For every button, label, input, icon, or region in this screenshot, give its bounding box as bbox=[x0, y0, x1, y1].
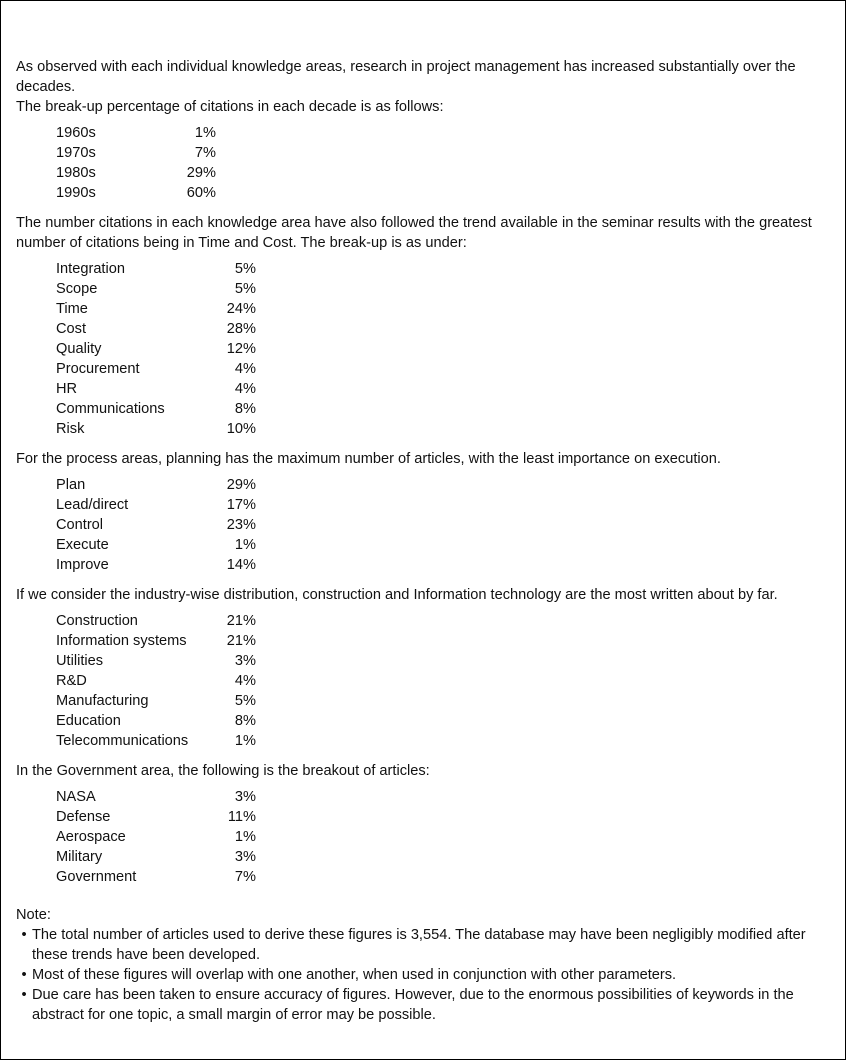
knowledge-area-label: Risk bbox=[56, 421, 85, 437]
decade-percent: 7% bbox=[194, 145, 216, 161]
note-bullet-text: Due care has been taken to ensure accuracy of figures. However, due to the enormous possibilities of keywords in the abstract for one topic, a small margin of error may be possible. bbox=[32, 987, 794, 1023]
government-percent: 11% bbox=[227, 809, 256, 825]
list-item bbox=[56, 299, 833, 319]
knowledge-area-label: Communications bbox=[56, 401, 165, 417]
bullet-icon: • bbox=[21, 967, 27, 983]
industry-list bbox=[56, 611, 833, 751]
process-area-percent: 23% bbox=[226, 517, 256, 533]
note-bullet-item bbox=[16, 925, 833, 965]
government-label: Defense bbox=[56, 809, 111, 825]
industry-percent: 21% bbox=[226, 613, 256, 629]
industry-label: Information systems bbox=[56, 633, 187, 649]
list-item bbox=[56, 183, 833, 203]
industry-label: Telecommunications bbox=[56, 733, 189, 749]
note-bullet-text: Most of these figures will overlap with one another, when used in conjunction with other parameters. bbox=[32, 967, 677, 983]
note-bullet-item bbox=[16, 985, 833, 1025]
industry-paragraph: If we consider the industry-wise distribution, construction and Information technology are the most written about by far. bbox=[16, 587, 778, 603]
knowledge-area-percent: 12% bbox=[226, 341, 256, 357]
government-label: Government bbox=[56, 869, 137, 885]
bullet-icon: • bbox=[21, 927, 27, 943]
knowledge-area-percent: 5% bbox=[234, 261, 256, 277]
decade-percent: 60% bbox=[186, 185, 216, 201]
industry-percent: 3% bbox=[234, 653, 256, 669]
list-item bbox=[56, 631, 833, 651]
decade-list bbox=[56, 123, 833, 203]
process-area-label: Plan bbox=[56, 477, 86, 493]
government-label: NASA bbox=[56, 789, 96, 805]
list-item bbox=[56, 163, 833, 183]
list-item bbox=[56, 711, 833, 731]
industry-percent: 21% bbox=[226, 633, 256, 649]
decade-intro-text: The break-up percentage of citations in each decade is as follows: bbox=[16, 99, 444, 115]
knowledge-area-percent: 10% bbox=[226, 421, 256, 437]
knowledge-area-list bbox=[56, 259, 833, 439]
industry-label: Education bbox=[56, 713, 121, 729]
list-item bbox=[56, 611, 833, 631]
list-item bbox=[56, 847, 833, 867]
list-item bbox=[56, 259, 833, 279]
list-item bbox=[56, 787, 833, 807]
knowledge-area-label: Scope bbox=[56, 281, 98, 297]
knowledge-area-label: Integration bbox=[56, 261, 125, 277]
decade-percent: 1% bbox=[194, 125, 216, 141]
list-item bbox=[56, 555, 833, 575]
knowledge-area-percent: 5% bbox=[234, 281, 256, 297]
list-item bbox=[56, 651, 833, 671]
list-item bbox=[56, 319, 833, 339]
process-area-percent: 29% bbox=[226, 477, 256, 493]
industry-percent: 4% bbox=[234, 673, 256, 689]
knowledge-area-paragraph: The number citations in each knowledge area have also followed the trend available in the seminar results with the greatest number of citations being in Time and Cost. The break-up is as under: bbox=[16, 215, 812, 251]
industry-percent: 5% bbox=[234, 693, 256, 709]
list-item bbox=[56, 379, 833, 399]
note-bullet-item bbox=[16, 965, 833, 985]
government-percent: 3% bbox=[234, 789, 256, 805]
industry-percent: 8% bbox=[234, 713, 256, 729]
list-item bbox=[56, 495, 833, 515]
government-list bbox=[56, 787, 833, 887]
note-section bbox=[16, 905, 833, 1025]
intro-paragraph: As observed with each individual knowledge areas, research in project management has increased substantially over the decades. bbox=[16, 59, 796, 95]
list-item bbox=[56, 671, 833, 691]
list-item bbox=[56, 691, 833, 711]
knowledge-area-percent: 4% bbox=[234, 361, 256, 377]
knowledge-area-percent: 28% bbox=[226, 321, 256, 337]
process-area-label: Control bbox=[56, 517, 104, 533]
process-area-label: Improve bbox=[56, 557, 109, 573]
decade-label: 1980s bbox=[56, 165, 96, 181]
list-item bbox=[56, 419, 833, 439]
government-paragraph: In the Government area, the following is the breakout of articles: bbox=[16, 763, 430, 779]
list-item bbox=[56, 867, 833, 887]
government-percent: 1% bbox=[234, 829, 256, 845]
government-label: Aerospace bbox=[56, 829, 126, 845]
note-bullet-text: The total number of articles used to derive these figures is 3,554. The database may have been negligibly modified after these trends have been developed. bbox=[32, 927, 806, 963]
list-item bbox=[56, 731, 833, 751]
decade-label: 1970s bbox=[56, 145, 96, 161]
industry-label: Construction bbox=[56, 613, 138, 629]
decade-percent: 29% bbox=[186, 165, 216, 181]
government-label: Military bbox=[56, 849, 103, 865]
list-item bbox=[56, 827, 833, 847]
knowledge-area-label: Time bbox=[56, 301, 88, 317]
industry-percent: 1% bbox=[234, 733, 256, 749]
process-area-percent: 17% bbox=[226, 497, 256, 513]
process-area-label: Execute bbox=[56, 537, 109, 553]
knowledge-area-label: Cost bbox=[56, 321, 87, 337]
industry-label: Utilities bbox=[56, 653, 104, 669]
knowledge-area-label: HR bbox=[56, 381, 78, 397]
list-item bbox=[56, 279, 833, 299]
list-item bbox=[56, 535, 833, 555]
process-area-paragraph: For the process areas, planning has the maximum number of articles, with the least importance on execution. bbox=[16, 451, 721, 467]
list-item bbox=[56, 143, 833, 163]
knowledge-area-label: Procurement bbox=[56, 361, 140, 377]
list-item bbox=[56, 807, 833, 827]
list-item bbox=[56, 515, 833, 535]
knowledge-area-percent: 4% bbox=[234, 381, 256, 397]
list-item bbox=[56, 359, 833, 379]
government-percent: 7% bbox=[234, 869, 256, 885]
industry-label: R&D bbox=[56, 673, 87, 689]
process-area-list bbox=[56, 475, 833, 575]
list-item bbox=[56, 475, 833, 495]
list-item bbox=[56, 123, 833, 143]
knowledge-area-label: Quality bbox=[56, 341, 102, 357]
list-item bbox=[56, 399, 833, 419]
list-item bbox=[56, 339, 833, 359]
note-heading: Note: bbox=[16, 907, 51, 923]
industry-label: Manufacturing bbox=[56, 693, 149, 709]
knowledge-area-percent: 24% bbox=[226, 301, 256, 317]
decade-label: 1990s bbox=[56, 185, 96, 201]
process-area-label: Lead/direct bbox=[56, 497, 129, 513]
process-area-percent: 14% bbox=[226, 557, 256, 573]
decade-label: 1960s bbox=[56, 125, 96, 141]
knowledge-area-percent: 8% bbox=[234, 401, 256, 417]
government-percent: 3% bbox=[234, 849, 256, 865]
bullet-icon: • bbox=[21, 987, 27, 1003]
process-area-percent: 1% bbox=[234, 537, 256, 553]
